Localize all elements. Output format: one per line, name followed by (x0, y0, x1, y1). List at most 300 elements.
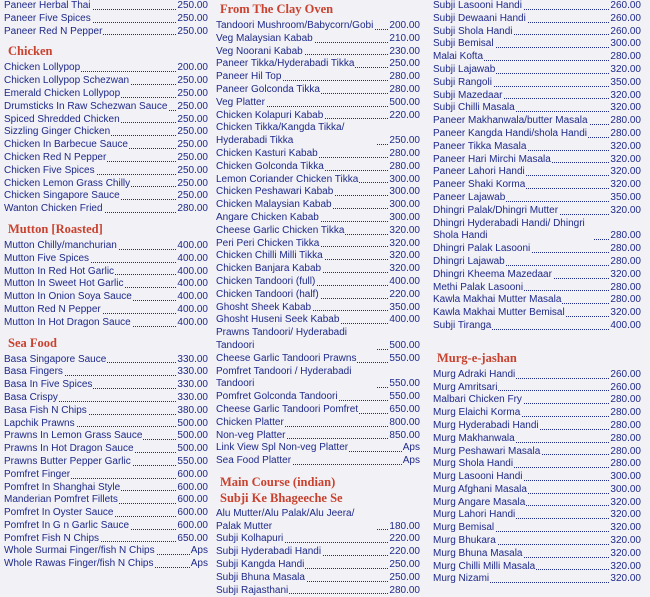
item-name: Chicken Chilli Milli Tikka (216, 250, 323, 262)
item-name: Murg Bhukara (433, 535, 496, 547)
item-name: Veg Malaysian Kabab (216, 32, 313, 44)
item-price: 350.00 (610, 191, 641, 203)
item-name: Dhingri Palak Lasooni (433, 243, 531, 255)
item-name: Pomfret Golconda Tandoori (216, 391, 338, 403)
menu-item (216, 327, 420, 353)
item-name: Cheese Garlic Chicken Tikka (216, 224, 345, 236)
item-price: 400.00 (177, 291, 208, 303)
item-name: Chicken Tandoori (full) (216, 275, 316, 287)
menu-item (433, 141, 641, 154)
menu-item (216, 314, 420, 327)
item-name: Chicken Tandoori (half) (216, 288, 319, 300)
menu-item (216, 174, 420, 187)
item-price: 210.00 (389, 32, 420, 44)
item-name: Murg Bemisal (433, 522, 495, 534)
item-name: Spiced Shredded Chicken (4, 113, 120, 125)
item-price: 600.00 (177, 481, 208, 493)
item-name: Subji Rangoli (433, 76, 492, 88)
item-price: 380.00 (177, 404, 208, 416)
menu-column-1 (4, 0, 208, 571)
item-price: 400.00 (177, 316, 208, 328)
item-price: 300.00 (389, 199, 420, 211)
item-name: Ghosht Sheek Kabab (216, 301, 312, 313)
menu-item (4, 88, 208, 101)
item-name: Chicken Peshawari Kabab (216, 186, 334, 198)
menu-item (216, 148, 420, 161)
item-price: 280.00 (389, 147, 420, 159)
item-name: Paneer Hari Mirchi Masala (433, 153, 551, 165)
item-name: Pomfret Fish N Chips (4, 532, 100, 544)
item-price: 250.00 (389, 571, 420, 583)
menu-item (4, 126, 208, 139)
item-price: 280.00 (610, 294, 641, 306)
item-name: Ghosht Huseni Seek Kabab (216, 314, 340, 326)
menu-item (216, 110, 420, 123)
item-price: 300.00 (610, 471, 641, 483)
menu-item (433, 484, 641, 497)
menu-item (433, 282, 641, 295)
menu-item (433, 13, 641, 26)
menu-item (216, 46, 420, 59)
item-price: 400.00 (610, 319, 641, 331)
item-price: 300.00 (389, 211, 420, 223)
item-price: 250.00 (177, 139, 208, 151)
menu-item (4, 558, 208, 571)
menu-item (4, 443, 208, 456)
menu-item (216, 353, 420, 366)
menu-item (433, 243, 641, 256)
item-name: Chicken Lemon Grass Chilly (4, 177, 131, 189)
menu-item (433, 320, 641, 333)
item-name: Dhingri Hyderabadi Handi/ Dhingri Shola Handi (433, 218, 594, 244)
menu-item (433, 205, 641, 218)
item-price: 280.00 (610, 230, 641, 242)
item-price: 280.00 (389, 584, 420, 596)
item-price: 320.00 (610, 166, 641, 178)
item-name: Murg Makhanwala (433, 432, 515, 444)
item-name: Prawns Butter Pepper Garlic (4, 455, 131, 467)
item-price: 320.00 (389, 263, 420, 275)
item-price: 180.00 (389, 520, 420, 532)
menu-item (433, 115, 641, 128)
item-price: 500.00 (177, 430, 208, 442)
item-price: 320.00 (610, 560, 641, 572)
item-name: Basa In Five Spices (4, 379, 93, 391)
item-name: Murg Bhuna Masala (433, 547, 523, 559)
menu-item (4, 190, 208, 203)
item-name: Murg Elaichi Korma (433, 407, 521, 419)
murg-list (433, 369, 641, 587)
seafood-list (4, 354, 208, 572)
item-price: 250.00 (389, 559, 420, 571)
menu-item (433, 394, 641, 407)
menu-item (433, 218, 641, 244)
item-name: Murg Shola Handi (433, 458, 514, 470)
item-name: Subji Lajawab (433, 63, 496, 75)
item-name: Kawla Makhai Mutter Masala (433, 294, 562, 306)
item-price: 320.00 (610, 573, 641, 585)
menu-item (4, 520, 208, 533)
menu-item (4, 482, 208, 495)
item-price: 800.00 (389, 416, 420, 428)
item-price: 280.00 (610, 445, 641, 457)
item-price: 350.00 (610, 76, 641, 88)
menu-item (4, 507, 208, 520)
subji-heading: Subji Ke Bhageeche Se (220, 490, 343, 505)
item-price: 400.00 (389, 314, 420, 326)
item-name: Drumsticks In Raw Schezwan Sauce (4, 100, 168, 112)
menu-item (433, 90, 641, 103)
item-price: 850.00 (389, 429, 420, 441)
item-price: Aps (190, 545, 208, 557)
menu-item (4, 392, 208, 405)
menu-item (4, 379, 208, 392)
item-price: 320.00 (610, 63, 641, 75)
menu-item (216, 366, 420, 392)
item-name: Prawns In Lemon Grass Sauce (4, 430, 143, 442)
menu-item (216, 250, 420, 263)
menu-item (433, 0, 641, 13)
menu-item (4, 291, 208, 304)
item-name: Paneer Golconda Tikka (216, 83, 320, 95)
menu-item (216, 417, 420, 430)
item-name: Prawns Tandoori/ Hyderabadi Tandoori (216, 327, 377, 353)
item-name: Whole Surmai Finger/fish N Chips (4, 545, 155, 557)
item-price: 320.00 (610, 204, 641, 216)
item-price: 250.00 (177, 164, 208, 176)
item-price: 220.00 (389, 533, 420, 545)
item-name: Paneer Makhanwala/butter Masala (433, 115, 588, 127)
item-name: Basa Fish N Chips (4, 404, 87, 416)
item-price: 250.00 (177, 87, 208, 99)
item-price: 330.00 (177, 391, 208, 403)
item-price: 600.00 (177, 507, 208, 519)
menu-item (433, 458, 641, 471)
menu-item (216, 97, 420, 110)
item-price: 280.00 (610, 115, 641, 127)
item-price: 300.00 (610, 38, 641, 50)
item-price: 320.00 (610, 522, 641, 534)
item-name: Subji Kolhapuri (216, 533, 284, 545)
menu-item (216, 20, 420, 33)
menu-item (4, 240, 208, 253)
item-name: Paneer Five Spices (4, 12, 91, 24)
item-price: 500.00 (177, 417, 208, 429)
item-name: Tandoori Mushroom/Babycorn/Gobi (216, 20, 374, 31)
item-price: 650.00 (389, 403, 420, 415)
item-price: 280.00 (610, 394, 641, 406)
item-price: 250.00 (177, 190, 208, 202)
item-name: Chicken Singapore Sauce (4, 190, 120, 202)
menu-item (4, 405, 208, 418)
menu-item (4, 253, 208, 266)
item-name: Lemon Coriander Chicken Tikka (216, 173, 359, 185)
menu-item (4, 354, 208, 367)
item-price: 550.00 (389, 378, 420, 390)
item-price: 330.00 (177, 379, 208, 391)
item-name: Subji Kangda Handi (216, 559, 305, 571)
menu-item (216, 225, 420, 238)
menu-item (433, 407, 641, 420)
item-name: Sizzling Ginger Chicken (4, 126, 111, 138)
subji-top-list (433, 0, 641, 333)
item-name: Murg Nizami (433, 573, 490, 585)
menu-item (216, 455, 420, 468)
item-price: 260.00 (610, 25, 641, 37)
item-price: 250.00 (177, 25, 208, 37)
item-name: Mutton In Onion Soya Sauce (4, 291, 132, 303)
item-name: Alu Mutter/Alu Palak/Alu Jeera/ Palak Mutter (216, 508, 377, 534)
menu-item (216, 391, 420, 404)
item-price: 500.00 (389, 339, 420, 351)
menu-column-2 (216, 0, 420, 597)
menu-item (433, 179, 641, 192)
menu-item (433, 535, 641, 548)
item-price: 250.00 (389, 58, 420, 70)
menu-item (4, 13, 208, 26)
menu-item (4, 533, 208, 546)
menu-item (216, 58, 420, 71)
item-name: Subji Bemisal (433, 38, 494, 50)
item-price: 320.00 (610, 547, 641, 559)
item-name: Manderian Pomfret Fillets (4, 494, 118, 506)
menu-item (433, 369, 641, 382)
menu-item (216, 585, 420, 597)
item-price: 320.00 (610, 179, 641, 191)
item-price: 280.00 (610, 458, 641, 470)
menu-item (216, 161, 420, 174)
menu-item (433, 64, 641, 77)
item-price: 250.00 (177, 100, 208, 112)
item-price: 320.00 (610, 102, 641, 114)
item-name: Cheese Garlic Tandoori Prawns (216, 352, 357, 364)
item-name: Chicken Kolapuri Kabab (216, 109, 324, 121)
item-price: 650.00 (177, 532, 208, 544)
item-name: Mutton In Sweet Hot Garlic (4, 278, 124, 290)
item-name: Subji Shola Handi (433, 25, 513, 37)
item-name: Emerald Chicken Lollypop (4, 87, 121, 99)
menu-item (4, 545, 208, 558)
item-name: Subji Lasooni Handi (433, 0, 522, 11)
menu-item (216, 572, 420, 585)
item-price: 250.00 (177, 75, 208, 87)
item-name: Pomfret In Oyster Sauce (4, 507, 114, 519)
menu-item (4, 165, 208, 178)
menu-item (4, 75, 208, 88)
item-name: Murg Afghani Masala (433, 483, 527, 495)
menu-item (433, 433, 641, 446)
item-name: Chicken Platter (216, 416, 284, 428)
item-price: 280.00 (610, 419, 641, 431)
item-price: 300.00 (389, 173, 420, 185)
item-name: Peri Peri Chicken Tikka (216, 237, 320, 249)
item-name: Paneer Kangda Handi/shola Handi (433, 127, 587, 139)
item-price: 330.00 (177, 366, 208, 378)
clay-oven-heading: From The Clay Oven (220, 2, 334, 16)
menu-item (433, 154, 641, 167)
menu-column-3 (433, 0, 641, 586)
item-price: Aps (402, 442, 420, 454)
menu-item (216, 533, 420, 546)
menu-item (4, 101, 208, 114)
item-name: Paneer Lajawab (433, 191, 506, 203)
item-name: Subji Chilli Masala (433, 102, 515, 114)
menu-item (4, 317, 208, 330)
menu-item (433, 307, 641, 320)
menu-item (4, 114, 208, 127)
menu-item (433, 38, 641, 51)
menu-item (433, 509, 641, 522)
item-name: Dhingri Lajawab (433, 255, 505, 267)
item-price: 320.00 (389, 250, 420, 262)
item-name: Methi Palak Lasooni (433, 281, 524, 293)
item-price: 250.00 (177, 177, 208, 189)
item-name: Subji Dewaani Handi (433, 12, 526, 24)
menu-item (433, 446, 641, 459)
item-price: 280.00 (610, 127, 641, 139)
menu-item (433, 573, 641, 586)
item-price: 220.00 (389, 109, 420, 121)
item-name: Paneer Lahori Handi (433, 166, 525, 178)
item-name: Paneer Shaki Korma (433, 179, 526, 191)
item-name: Angare Chicken Kabab (216, 211, 319, 223)
item-price: 280.00 (610, 51, 641, 63)
item-price: 600.00 (177, 519, 208, 531)
item-name: Basa Fingers (4, 366, 63, 378)
menu-item (4, 278, 208, 291)
mutton-heading: Mutton [Roasted] (8, 221, 103, 236)
item-price: 320.00 (389, 224, 420, 236)
menu-item (216, 276, 420, 289)
item-price: 280.00 (610, 281, 641, 293)
item-name: Mutton In Red Hot Garlic (4, 265, 115, 277)
item-price: 400.00 (177, 265, 208, 277)
menu-item (4, 304, 208, 317)
item-price: 230.00 (389, 45, 420, 57)
menu-item (433, 294, 641, 307)
item-price: 550.00 (389, 391, 420, 403)
item-name: Paneer Hil Top (216, 71, 282, 83)
menu-item (216, 559, 420, 572)
item-price: 320.00 (610, 307, 641, 319)
item-name: Chicken Golconda Tikka (216, 160, 324, 172)
item-price: 220.00 (389, 546, 420, 558)
menu-item (433, 471, 641, 484)
item-name: Kawla Makhai Mutter Bemisal (433, 307, 565, 319)
item-name: Whole Rawas Finger/fish N Chips (4, 558, 154, 570)
item-price: 600.00 (177, 494, 208, 506)
item-price: 320.00 (610, 153, 641, 165)
item-price: 400.00 (177, 252, 208, 264)
item-price: 220.00 (389, 288, 420, 300)
mutton-list (4, 240, 208, 330)
item-name: Chicken Red N Pepper (4, 151, 107, 163)
item-price: 280.00 (389, 71, 420, 83)
item-price: 500.00 (177, 443, 208, 455)
item-price: 280.00 (610, 243, 641, 255)
item-name: Paneer Red N Pepper (4, 25, 103, 37)
chicken-list (4, 62, 208, 216)
item-name: Mutton In Hot Dragon Sauce (4, 316, 131, 328)
item-name: Chicken In Barbecue Sauce (4, 139, 128, 151)
item-price: 400.00 (177, 303, 208, 315)
item-price: 280.00 (610, 255, 641, 267)
item-name: Murg Lasooni Handi (433, 471, 523, 483)
item-price: 550.00 (177, 455, 208, 467)
item-price: 300.00 (389, 186, 420, 198)
menu-item (216, 289, 420, 302)
item-name: Link View Spl Non-veg Platter (216, 442, 349, 454)
item-name: Sea Food Platter (216, 455, 292, 467)
item-name: Chicken Five Spices (4, 164, 95, 176)
menu-item (216, 430, 420, 443)
item-name: Subji Tiranga (433, 319, 492, 331)
menu-item (433, 497, 641, 510)
menu-item (4, 456, 208, 469)
item-name: Pomfret In G n Garlic Sauce (4, 519, 130, 531)
menu-item (216, 212, 420, 225)
item-name: Lapchik Prawns (4, 417, 75, 429)
menu-item (216, 71, 420, 84)
item-price: 400.00 (389, 275, 420, 287)
item-name: Cheese Garlic Tandoori Pomfret (216, 403, 359, 415)
item-name: Murg Adraki Handi (433, 368, 516, 380)
item-price: 250.00 (177, 12, 208, 24)
menu-item (433, 192, 641, 205)
menu-item (4, 152, 208, 165)
item-price: 330.00 (177, 353, 208, 365)
item-price: 320.00 (610, 535, 641, 547)
item-name: Murg Amritsari (433, 381, 498, 393)
item-price: 320.00 (610, 509, 641, 521)
item-name: Pomfret Tandoori / Hyderabadi Tandoori (216, 366, 377, 392)
item-price: 260.00 (610, 12, 641, 24)
item-price: 600.00 (177, 468, 208, 480)
menu-item (4, 430, 208, 443)
item-price: 400.00 (177, 239, 208, 251)
menu-item (433, 256, 641, 269)
menu-item (216, 546, 420, 559)
menu-item (433, 166, 641, 179)
item-name: Subji Bhuna Masala (216, 571, 305, 583)
menu-item (433, 77, 641, 90)
item-price: 320.00 (610, 496, 641, 508)
item-price: 300.00 (610, 483, 641, 495)
item-name: Dhingri Kheema Mazedaar (433, 268, 552, 280)
item-name: Mutton Five Spices (4, 252, 90, 264)
item-name: Dhingri Palak/Dhingri Mutter (433, 204, 559, 216)
item-price: 320.00 (610, 89, 641, 101)
menu-item (4, 366, 208, 379)
menu-item (433, 561, 641, 574)
item-price: 250.00 (177, 0, 208, 11)
menu-item (4, 469, 208, 482)
menu-item (433, 382, 641, 395)
item-name: Subji Rajasthani (216, 584, 289, 596)
menu-item (4, 418, 208, 431)
item-price: 250.00 (389, 135, 420, 147)
item-price: 260.00 (610, 0, 641, 11)
item-name: Paneer Tikka/Hyderabadi Tikka (216, 58, 355, 70)
item-name: Murg Chilli Milli Masala (433, 560, 536, 572)
item-price: 260.00 (610, 368, 641, 380)
menu-item (433, 102, 641, 115)
menu-item (433, 548, 641, 561)
item-name: Veg Noorani Kabab (216, 45, 303, 57)
menu-item (433, 522, 641, 535)
menu-item (433, 420, 641, 433)
menu-item (433, 26, 641, 39)
